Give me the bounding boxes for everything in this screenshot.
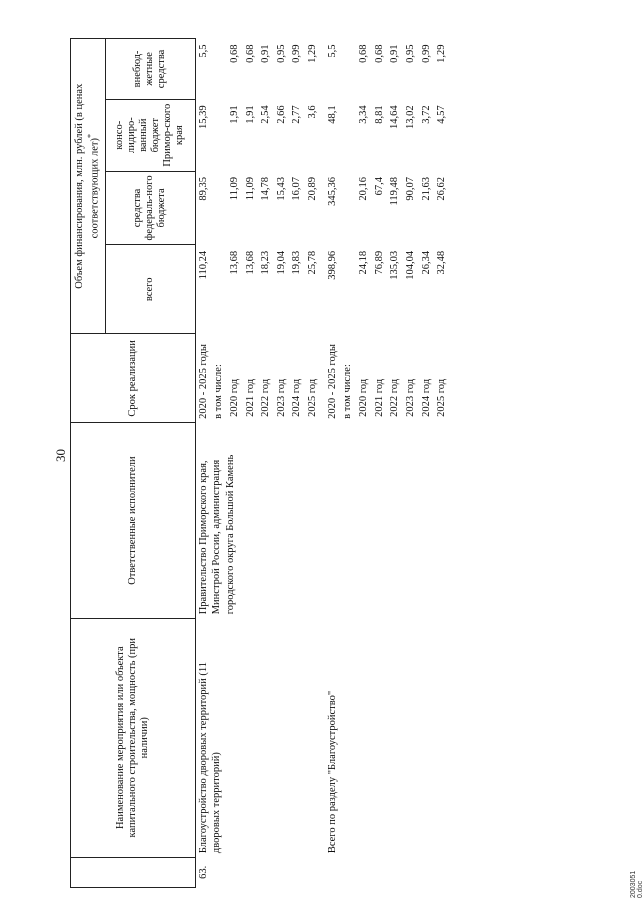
row-incl-label: в том числе: [213, 364, 225, 419]
row-year: 2021 год [244, 378, 256, 417]
row-year: 2023 год [404, 378, 416, 417]
row-year-federal: 14,78 [260, 177, 272, 201]
row-incl-label: в том числе: [342, 364, 354, 419]
row-year: 2021 год [373, 378, 385, 417]
header-period: Срок реализации [71, 334, 196, 423]
row-year: 2022 год [389, 378, 401, 417]
row-period: 2020 - 2025 годы [197, 344, 209, 419]
row-year: 2020 год [228, 378, 240, 417]
row-year-extra: 0,99 [420, 44, 432, 63]
row-year-extra: 0,91 [260, 44, 272, 63]
row-name: Благоустройство дворовых территорий (11 дворовых территорий) [197, 662, 223, 854]
row-year-extra: 0,68 [358, 44, 370, 63]
header-total: всего [105, 245, 195, 334]
row-year-extra: 1,29 [436, 44, 448, 63]
header-financing-text: Объем финансирования, млн. рублей (в ценах соответствующих лет) [74, 83, 101, 289]
header-executors: Ответственные исполнители [71, 423, 196, 618]
row-extra: 5,5 [326, 44, 338, 58]
row-total: 398,96 [326, 250, 338, 280]
row-year: 2022 год [260, 378, 272, 417]
row-year: 2024 год [420, 378, 432, 417]
row-year-regional: 14,64 [389, 105, 401, 130]
row-year-total: 76,89 [373, 250, 385, 275]
row-year-regional: 1,91 [228, 105, 240, 124]
row-year: 2023 год [275, 378, 287, 417]
row-year-total: 13,68 [228, 250, 240, 275]
row-year-extra: 1,29 [307, 44, 319, 63]
row-year-extra: 0,68 [373, 44, 385, 63]
table-row [195, 39, 211, 888]
financing-table [70, 38, 450, 888]
row-year-extra: 0,91 [389, 44, 401, 63]
document-code: 2003051 0.doc [630, 870, 644, 898]
header-extra: внебюд-жетные средства [105, 39, 195, 100]
row-year-federal: 20,16 [358, 177, 370, 201]
row-year-federal: 11,09 [244, 177, 256, 201]
table-row [325, 39, 341, 888]
row-extra: 5,5 [197, 44, 209, 58]
row-year-regional: 13,02 [404, 105, 416, 130]
row-year: 2025 год [436, 378, 448, 417]
row-year-federal: 119,48 [389, 177, 401, 206]
row-year-extra: 0,68 [244, 44, 256, 63]
row-index: 63. [197, 865, 209, 879]
row-year-regional: 4,57 [436, 105, 448, 124]
row-year-total: 13,68 [244, 250, 256, 275]
header-financing [71, 39, 106, 334]
row-year-total: 18,23 [260, 250, 272, 275]
row-year-extra: 0,99 [291, 44, 303, 63]
row-executors [325, 423, 450, 618]
header-regional: консо-лидиро-ванный бюджет Примор-ского края [105, 99, 195, 171]
row-year-federal: 20,89 [307, 177, 319, 201]
page-number: 30 [53, 449, 68, 462]
row-year-federal: 67,4 [373, 177, 385, 196]
row-year-federal: 26,62 [436, 177, 448, 201]
row-year-regional: 3,6 [307, 105, 319, 119]
row-year-regional: 2,54 [260, 105, 272, 124]
row-year-extra: 0,68 [228, 44, 240, 63]
row-year: 2020 год [358, 378, 370, 417]
header-financing-mark: * [86, 133, 96, 138]
row-year: 2024 год [291, 378, 303, 417]
row-year-federal: 21,63 [420, 177, 432, 201]
row-year-regional: 3,34 [358, 105, 370, 124]
row-year: 2025 год [307, 378, 319, 417]
row-name: Всего по разделу "Благоустройство" [326, 690, 338, 854]
row-year-regional: 2,77 [291, 105, 303, 124]
row-regional: 15,39 [197, 105, 209, 130]
rotated-table-container [70, 38, 618, 888]
row-year-total: 104,04 [404, 250, 416, 280]
row-year-total: 19,83 [291, 250, 303, 275]
row-period: 2020 - 2025 годы [326, 344, 338, 419]
row-year-federal: 11,09 [228, 177, 240, 201]
row-year-extra: 0,95 [275, 44, 287, 63]
row-year-federal: 16,07 [291, 177, 303, 201]
row-total: 110,24 [197, 250, 209, 280]
row-year-federal: 90,07 [404, 177, 416, 201]
row-year-regional: 2,66 [275, 105, 287, 124]
row-regional: 48,1 [326, 105, 338, 124]
row-year-regional: 1,91 [244, 105, 256, 124]
row-year-regional: 8,81 [373, 105, 385, 124]
row-year-total: 135,03 [389, 250, 401, 280]
row-year-total: 32,48 [436, 250, 448, 275]
row-year-extra: 0,95 [404, 44, 416, 63]
row-year-total: 19,04 [275, 250, 287, 275]
row-federal: 89,35 [197, 177, 209, 201]
row-index [325, 857, 450, 887]
row-year-total: 26,34 [420, 250, 432, 275]
header-index-cell [71, 857, 196, 887]
header-name: Наименование мероприятия или объекта капитального строительства, мощность (при наличии) [71, 618, 196, 857]
row-year-total: 24,18 [358, 250, 370, 275]
row-federal: 345,36 [326, 177, 338, 206]
row-year-total: 25,78 [307, 250, 319, 275]
row-year-regional: 3,72 [420, 105, 432, 124]
header-federal: средства федераль-ного бюджета [105, 171, 195, 245]
row-executors: Правительство Приморского края, Минстрой России, администрация городского округа Большой Камень [197, 454, 236, 615]
row-year-federal: 15,43 [275, 177, 287, 201]
